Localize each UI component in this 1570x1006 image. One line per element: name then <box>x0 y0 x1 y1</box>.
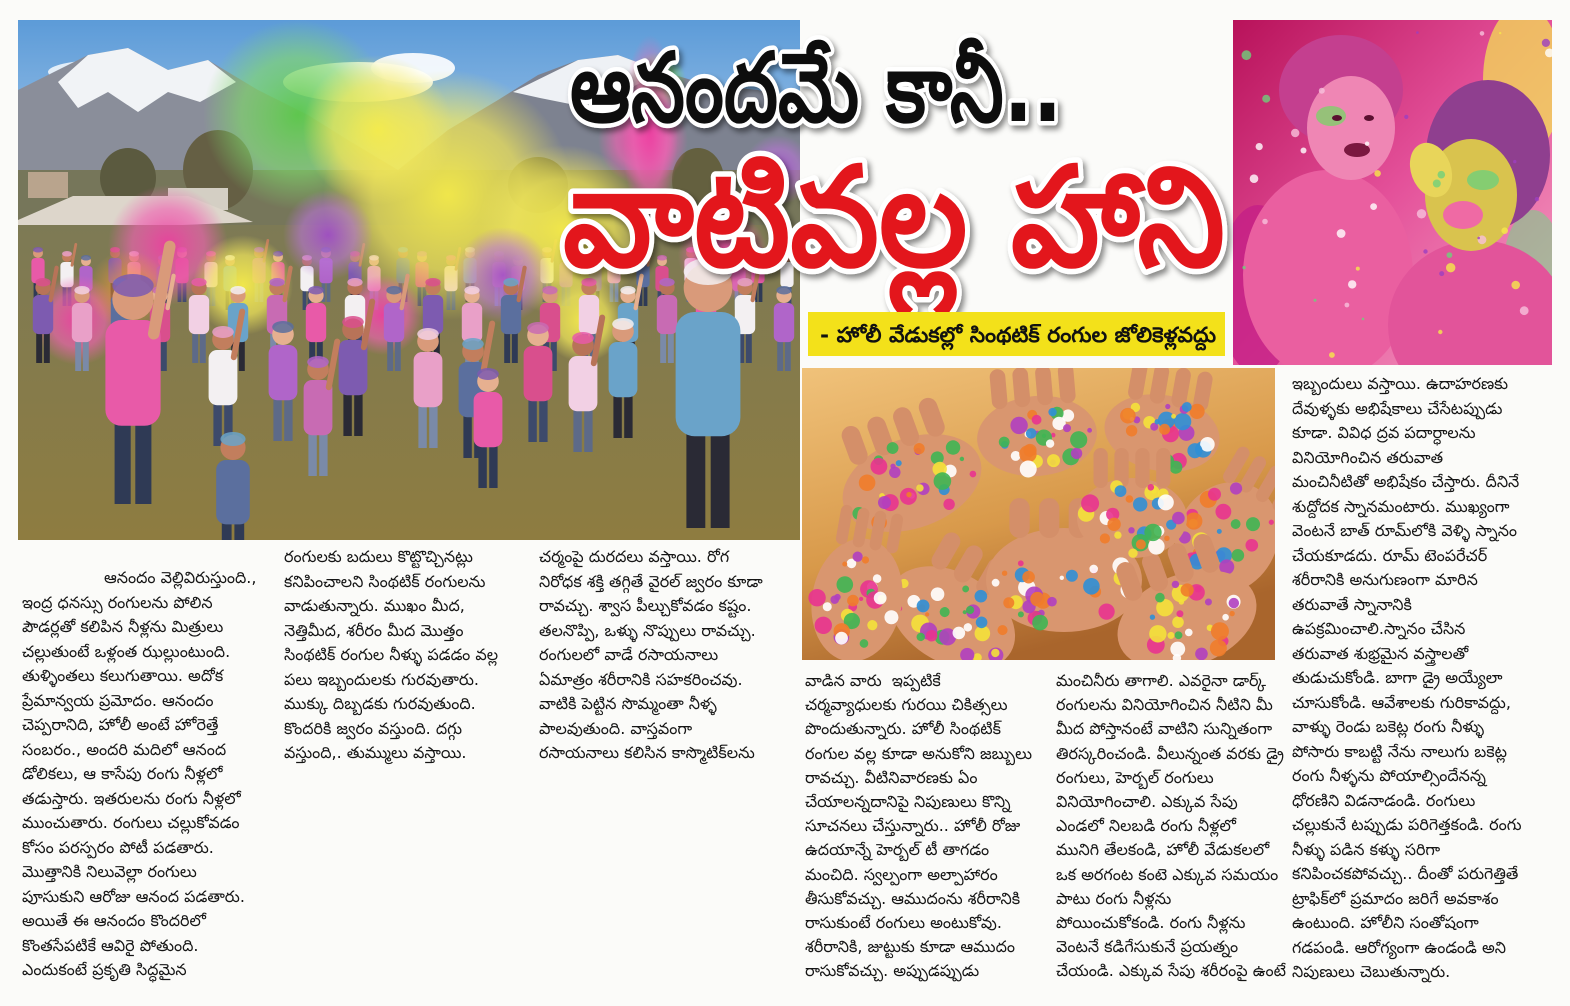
text-line: మంచినీటితో అభిషేకం చేస్తారు. దీనినే <box>1292 472 1520 491</box>
color-powder-speck <box>1158 494 1174 510</box>
text-line: ఉపక్రమించాలి.స్నానం చేసిన <box>1292 619 1466 638</box>
person-colored-hair <box>612 318 634 330</box>
text-line: కొంతసేపటికే ఆవిరై పోతుంది. <box>22 935 199 955</box>
headline-line-1: ఆనందమే కానీ.. <box>570 32 1062 144</box>
powder-speck <box>1362 318 1365 321</box>
text-line: డోలికలు, ఆ కాసేపు రంగు నీళ్లలో <box>22 764 223 783</box>
text-line: పూసుకుని ఆరోజు ఆనంద పడతారు. <box>22 886 245 906</box>
text-line: ధోరణిని విడనాడండి. రంగులు <box>1292 790 1476 810</box>
text-line: కనిపించకపోవచ్చు.. దీంతో పరుగెత్తితే <box>1292 864 1519 883</box>
finger <box>1094 448 1108 488</box>
color-powder-speck <box>1107 518 1120 531</box>
text-line: చల్లుతుంటే ఒళ్లంత ఝల్లుంటుంది. <box>22 641 231 661</box>
powder-speck <box>1520 306 1529 315</box>
subheadline-canvas <box>808 312 1225 356</box>
text-line: వెంటనే కడిగేసుకునే ప్రయత్నం <box>1056 937 1239 957</box>
text-line: చర్మవ్యాధులకు గురయి చికిత్సలు <box>805 695 1008 715</box>
child-eye <box>1364 115 1374 121</box>
text-line: మునిగి తేలకండి, హోలీ వేడుకలలో <box>1056 840 1270 860</box>
text-line: వాటికి పెట్టిన సొమ్మంతా నీళ్ళ <box>539 694 717 713</box>
person-colored-hair <box>462 338 484 350</box>
person-colored-hair <box>230 286 245 295</box>
color-powder-speck <box>1128 549 1137 558</box>
powder-speck <box>1447 252 1453 258</box>
text-line: శరీరానికి అనుగుణంగా మారిన <box>1292 570 1478 589</box>
text-line: పోయించుకోకండి. రంగు నీళ్లను <box>1056 912 1246 932</box>
person-colored-hair <box>81 255 91 261</box>
powder-speck <box>1337 229 1346 238</box>
person-colored-hair <box>417 328 439 340</box>
powder-speck <box>1348 280 1356 288</box>
text-line: చేయాలన్నదానిపై నిపుణులు కొన్ని <box>805 791 1011 811</box>
powder-speck <box>1417 209 1426 218</box>
text-line: చూసుకోండి. ఆవేశాలకు గురికావద్దు, <box>1292 692 1511 712</box>
article-column-4 <box>805 669 1049 983</box>
powder-speck <box>1242 50 1252 60</box>
color-powder-speck <box>1018 611 1024 617</box>
person-colored-hair <box>220 432 245 446</box>
person-torso <box>474 392 503 447</box>
text-line: వాడుతున్నారు. ముఖం మీద, <box>284 596 465 615</box>
person-colored-hair <box>347 278 362 287</box>
photo-children-colors <box>1233 20 1552 365</box>
text-line: వాళ్ళు రెండు బకెట్ల రంగు నీళ్ళు <box>1292 717 1485 736</box>
color-powder-speck <box>992 579 1000 587</box>
text-line: రావచ్చు. వీటినివారణకు ఏం <box>805 767 978 787</box>
palm <box>1077 478 1187 558</box>
person-torso <box>216 460 250 524</box>
text-line: వెంటనే బాత్ రూమ్‌లోకి వెళ్ళి స్నానం <box>1292 521 1518 540</box>
person-colored-hair <box>272 321 294 333</box>
person-colored-hair <box>342 316 364 328</box>
text-line: పౌడర్లతో కలిపిన నీళ్లను మిత్రులు <box>22 617 224 636</box>
color-powder-speck <box>1114 531 1121 538</box>
text-line: తిరస్కరించండి. వీలున్నంత వరకు డ్రై <box>1056 743 1285 763</box>
color-powder-speck <box>1032 615 1048 631</box>
text-line: శుద్దోదక స్నానమంటారు. ముఖ్యంగా <box>1292 496 1510 516</box>
powder-speck <box>1329 352 1335 358</box>
article-column-2 <box>284 545 528 766</box>
powder-speck <box>1291 129 1299 137</box>
powder-speck <box>1345 303 1350 308</box>
powder-speck <box>1501 227 1508 234</box>
text-line: నెత్తిమీద, శరీరం మీద మొత్తం <box>284 620 464 640</box>
article-column-5 <box>1056 669 1288 983</box>
text-line: తలనొప్పి, ఒళ్ళు నొప్పులు రావచ్చు. <box>539 620 756 640</box>
text-line: కొందరికి జ్వరం వస్తుంది. దగ్గు <box>284 718 463 738</box>
text-line: నిపుణులు చెబుతున్నారు. <box>1292 962 1451 981</box>
powder-speck <box>1416 31 1419 34</box>
person-colored-hair <box>527 322 549 334</box>
powder-speck <box>1356 267 1360 271</box>
text-line: చల్లుకునే టప్పుడు పరిగెత్తకండి. రంగు <box>1292 815 1522 834</box>
text-line: గడపండి. ఆరోగ్యంగా ఉండండి అని <box>1292 937 1506 957</box>
text-line: వినియోగించిన తరువాత <box>1292 447 1444 467</box>
color-powder-speck <box>1126 495 1134 503</box>
text-line: సూచనలు చేస్తున్నారు.. హోలీ రోజు <box>805 816 1021 836</box>
text-line: ఇంద్ర ధనస్సు రంగులను పోలిన <box>22 592 213 612</box>
powder-speck <box>1370 203 1377 210</box>
text-line: పొందుతున్నారు. హోలీ సింథటిక్ <box>805 719 1001 739</box>
text-line: ఎండలో నిలబడి రంగు నీళ్లలో <box>1056 816 1236 836</box>
text-line: తుళ్ళింతలు కలుగుతాయి. అదోక <box>22 666 224 685</box>
text-line: రంగులలో వాడే రసాయనాలు <box>539 645 719 664</box>
color-powder-speck <box>1002 571 1007 576</box>
text-line: సింథటిక్ రంగుల నీళ్ళు పడడం వల్ల <box>284 645 499 664</box>
text-line: రంగులకు బదులు కొట్టొచ్చినట్లు <box>284 547 473 566</box>
text-line: సంబరం., అందరి మదిలో ఆనంద <box>22 739 227 759</box>
text-line: పాటు రంగు నీళ్లను <box>1056 888 1172 908</box>
person-torso <box>72 303 92 342</box>
text-line: మంచిది. స్వల్పంగా అల్పాహారం <box>805 864 998 884</box>
powder-speck <box>1513 160 1516 163</box>
color-powder-speck <box>1099 604 1115 620</box>
powder-cloud <box>283 190 373 280</box>
color-powder-speck <box>1022 571 1035 584</box>
text-line: అయితే ఈ ఆనందం కొందరిలో <box>22 911 206 930</box>
person-colored-hair <box>425 278 440 287</box>
person-colored-hair <box>308 286 323 295</box>
text-line: ముంచుతారు. రంగులు చల్లుకోవడం <box>22 813 240 832</box>
powder-speck <box>1404 115 1408 119</box>
text-line: మొత్తానికి నిలువెల్లా రంగులు <box>22 862 197 881</box>
person-colored-hair <box>464 286 479 295</box>
text-line: చేయకూడదు. రూమ్ టెంపరేచర్ <box>1292 545 1488 565</box>
text-line: రసాయనాలు కలిసిన కాస్మొటిక్‌లను <box>539 743 755 762</box>
finger <box>1039 498 1059 538</box>
text-line: చేయండి. ఎక్కువ సేపు శరీరంపై ఉంటే <box>1056 961 1286 981</box>
powder-speck <box>1438 171 1446 179</box>
finger <box>1156 448 1170 488</box>
text-line: తుడుచుకోండి. బాగా డ్రై అయ్యేలా <box>1292 668 1503 687</box>
person-colored-hair <box>477 368 499 380</box>
color-powder-speck <box>1030 592 1044 606</box>
powder-speck <box>1262 95 1270 103</box>
text-line: మంచినీరు తాగాలి. ఎవరైనా డార్క్ <box>1056 671 1267 690</box>
person-colored-hair <box>191 278 206 287</box>
text-line: ఉంటుంది. హోలీని సంతోషంగా <box>1292 913 1479 932</box>
color-powder-speck <box>1089 565 1098 574</box>
article-column-1 <box>22 566 274 983</box>
color-powder-speck <box>1066 570 1078 582</box>
text-line: తరువాత శుభ్రమైన వస్త్రాలతో <box>1292 643 1469 663</box>
text-line: ప్రేమాన్వయ ప్రమోదం. ఆనందం <box>22 690 214 710</box>
powder-speck <box>1301 148 1307 154</box>
color-powder-speck <box>1047 597 1057 607</box>
finger <box>1135 448 1149 488</box>
powder-speck <box>1319 88 1325 94</box>
powder-speck <box>1374 170 1381 177</box>
person-colored-hair <box>386 286 401 295</box>
text-line: ఏమాత్రం శరీరానికి సహకరించవు. <box>539 669 743 689</box>
person-torso <box>306 303 326 342</box>
color-powder-speck <box>1083 578 1100 595</box>
powder-speck <box>1250 174 1259 183</box>
powder-speck <box>1446 263 1455 272</box>
powder-speck <box>1314 299 1317 302</box>
text-line: తీసుకోవచ్చు. ఆముదంను శరీరానికి <box>805 888 1021 908</box>
text-line: కనిపించాలని సింథటిక్ రంగులను <box>284 571 486 591</box>
person-torso <box>414 352 443 407</box>
photo-colored-hands <box>802 368 1275 660</box>
text-line: ఎందుకంటే ప్రకృతి సిద్ధమైన <box>22 960 187 979</box>
powder-speck <box>1365 142 1369 146</box>
color-powder-speck <box>1133 497 1147 511</box>
text-line: రంగులు, హెర్బల్ రంగులు <box>1056 767 1214 787</box>
powder-speck <box>1499 32 1501 34</box>
text-line: చెప్పరానిది, హోలీ అంటే హోరెత్తే <box>22 715 219 734</box>
text-line: మీద పోస్తానంటే వాటిని సున్నితంగా <box>1056 719 1273 739</box>
text-line: ఒక అరగంట కంటె ఎక్కువ సమయం <box>1056 864 1279 884</box>
text-line: వినియోగించాలి. ఎక్కువ సేపు <box>1056 791 1238 811</box>
text-line: రంగు నీళ్ళను పోయాల్సిందేనన్న <box>1292 766 1486 785</box>
text-line: ట్రాఫిక్‌లో ప్రమాదం జరిగే అవకాశం <box>1292 888 1499 908</box>
subheadline-banner <box>808 312 1225 356</box>
person-torso <box>676 312 741 436</box>
powder-speck <box>1262 219 1268 225</box>
headline <box>555 25 1295 305</box>
color-powder-speck <box>1081 494 1099 512</box>
person-colored-hair <box>35 278 50 287</box>
color-powder-speck <box>1164 536 1169 541</box>
text-line: పలు ఇబ్బందులకు గురవుతారు. <box>284 669 480 689</box>
color-powder-speck <box>1128 527 1134 533</box>
text-line: వాడిన వారు ఇప్పటికే <box>805 671 941 690</box>
kids-photo-canvas <box>1233 20 1552 365</box>
color-smear <box>1467 170 1499 190</box>
text-line: కూడా. వివిధ ద్రవ పదార్ధాలను <box>1292 423 1476 442</box>
powder-speck <box>1242 266 1245 269</box>
text-line: పాలవుతుంది. వాస్తవంగా <box>539 718 693 738</box>
powder-speck <box>1480 31 1485 36</box>
powder-speck <box>1423 249 1427 253</box>
person-colored-hair <box>572 332 594 344</box>
text-line: రంగుల వల్ల కూడా అనుకోని జబ్బులు <box>805 743 1033 763</box>
color-powder-speck <box>1172 512 1185 525</box>
color-smear <box>1316 106 1346 126</box>
color-powder-speck <box>1148 484 1155 491</box>
person-torso <box>524 346 553 401</box>
person-torso <box>189 295 209 334</box>
person-colored-hair <box>62 251 72 257</box>
text-line: రావచ్చు. శ్వాస పీల్చుకోవడం కష్టం. <box>539 596 752 615</box>
color-powder-speck <box>1144 524 1161 541</box>
text-line: ఆనందం వెల్లివిరుస్తుంది., <box>104 568 257 587</box>
text-line: వస్తుంది,. తుమ్ములు వస్తాయి. <box>284 743 467 762</box>
text-line: రంగులను వినియోగించిన నీటిని మీ <box>1056 695 1273 715</box>
person-colored-hair <box>33 247 43 253</box>
person-colored-hair <box>503 278 518 287</box>
person-colored-hair <box>112 274 153 297</box>
text-line: నీళ్ళు పడిన కళ్ళు సరిగా <box>1292 839 1441 859</box>
finger <box>1009 498 1029 538</box>
powder-cloud <box>303 55 453 205</box>
color-powder-speck <box>1136 539 1146 549</box>
text-line: తరువాతే స్నానానికి <box>1292 594 1412 614</box>
powder-speck <box>1477 237 1480 240</box>
color-powder-speck <box>1003 597 1014 608</box>
person-colored-hair <box>307 356 329 368</box>
text-line: కోసం పరస్పరం పోటీ పడతారు. <box>22 837 214 857</box>
headline-line-2: వాటివల్ల హాని <box>563 137 1295 298</box>
article-column-3 <box>539 545 797 766</box>
text-line: పోసారు కాబట్టి నేను నాలుగు బకెట్ల <box>1292 741 1507 761</box>
color-powder-speck <box>1100 533 1110 543</box>
text-line: నిరోధక శక్తి తగ్గితే వైరల్ జ్వరం కూడా <box>539 571 763 591</box>
article-column-6 <box>1292 372 1550 985</box>
powder-speck <box>1542 39 1550 47</box>
text-line: రాసుకుంటే రంగులు అంటుకోవు. <box>805 912 1002 932</box>
powder-speck <box>1511 281 1520 290</box>
person-colored-hair <box>212 326 234 338</box>
subheadline-text: - హోలీ వేడుకల్లో సింథటిక్ రంగుల జోలికెళ్లవద్దు <box>820 323 1202 347</box>
text-line: ముక్కు దిబ్బడకు గురవుతుంది. <box>284 694 476 713</box>
person-torso <box>462 303 482 342</box>
color-powder-speck <box>1115 485 1127 497</box>
color-powder-speck <box>1060 576 1064 580</box>
person-torso <box>269 345 298 400</box>
text-line: ఇబ్బందులు వస్తాయి. ఉదాహరణకు <box>1292 374 1509 393</box>
powder-speck <box>1433 180 1441 188</box>
text-line: దేవుళ్ళకు అభిషేకాలు చేసేటప్పుడు <box>1292 398 1503 418</box>
person-torso <box>774 303 794 342</box>
child-eye <box>1332 115 1342 121</box>
powder-speck <box>1256 143 1263 150</box>
color-powder-speck <box>1018 560 1024 566</box>
powder-speck <box>1438 330 1442 334</box>
text-line: రాసుకోవచ్చు. అప్పుడప్పుడు <box>805 961 980 981</box>
powder-speck <box>1439 271 1444 276</box>
house <box>28 172 68 198</box>
hands-photo-canvas <box>802 368 1275 660</box>
person-torso <box>609 342 638 397</box>
person-colored-hair <box>74 286 89 295</box>
color-smear <box>1443 201 1483 229</box>
text-line: శరీరానికి, జుట్టుకు కూడా ఆముదం <box>805 937 1015 957</box>
powder-speck <box>1535 197 1539 201</box>
person-colored-hair <box>269 278 284 287</box>
text-line: ఉదయాన్నే హెర్బల్ టీ తాగడం <box>805 840 990 860</box>
text-line: చర్మంపై దురదలు వస్తాయి. రోగ <box>539 547 730 566</box>
text-line: తడుస్తారు. ఇతరులను రంగు నీళ్లలో <box>22 788 241 808</box>
